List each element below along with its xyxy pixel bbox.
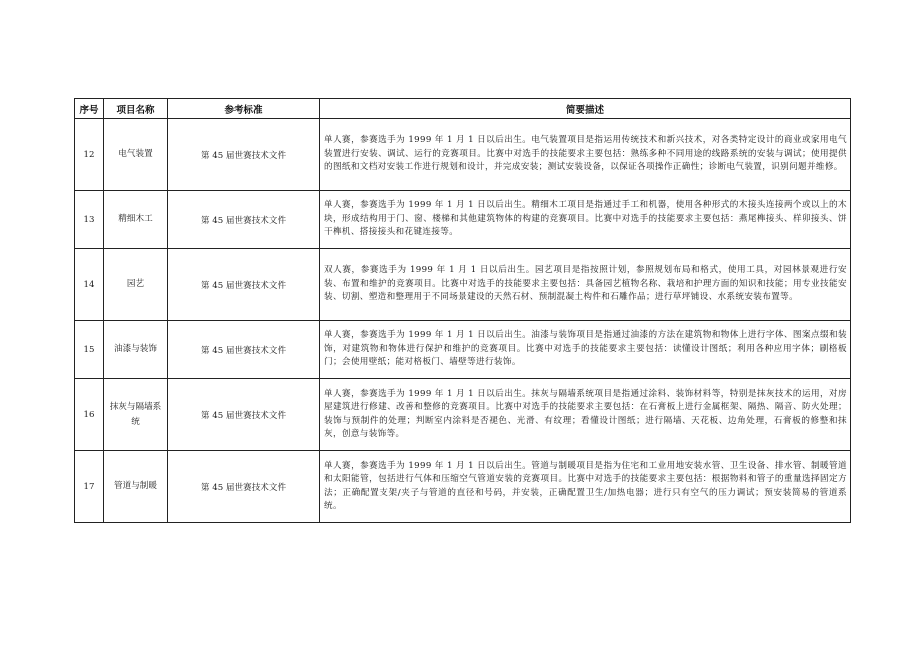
row-reference-standard: 第 45 届世赛技术文件 <box>168 321 320 379</box>
row-item-name: 园艺 <box>104 249 168 321</box>
header-reference-standard: 参考标准 <box>168 99 320 119</box>
competition-items-table <box>74 98 851 523</box>
row-reference-standard: 第 45 届世赛技术文件 <box>168 191 320 249</box>
header-item-name: 项目名称 <box>104 99 168 119</box>
row-item-name: 抹灰与隔墙系统 <box>104 379 168 451</box>
row-item-name: 电气装置 <box>104 119 168 191</box>
header-brief-description: 简要描述 <box>320 99 851 119</box>
table-row <box>75 191 851 249</box>
row-description: 单人赛，参赛选手为 1999 年 1 月 1 日以后出生。管道与制暖项目是指为住宅和工业用地安装水管、卫生设备、排水管、制暖管道和太阳能管，包括进行气体和压缩空气管道安装的竞赛项目。比赛中对选手的技能要求主要包括：根据物料和管子的重量选择固定方法；正确配置支架/夹子与管道的直径和号码，并安装，正确配置卫生/加热电器；进行只有空气的压力调试；预安装简易的管道系统。 <box>320 451 851 523</box>
table-header-row <box>75 99 851 119</box>
row-serial-number: 13 <box>75 191 104 249</box>
row-serial-number: 15 <box>75 321 104 379</box>
row-item-name: 管道与制暖 <box>104 451 168 523</box>
row-item-name: 油漆与装饰 <box>104 321 168 379</box>
table-row <box>75 119 851 191</box>
row-description: 单人赛，参赛选手为 1999 年 1 月 1 日以后出生。电气装置项目是指运用传统技术和新兴技术，对各类特定设计的商业或家用电气装置进行安装、调试、运行的竞赛项目。比赛中对选手的技能要求主要包括：熟练多种不同用途的线路系统的安装与调试；使用提供的图纸和文档对安装工作进行规划和设计，并完成安装；测试安装设备，以保证各项操作正确性；诊断电气装置，识别问题并维修。 <box>320 119 851 191</box>
row-description: 单人赛，参赛选手为 1999 年 1 月 1 日以后出生。精细木工项目是指通过手工和机器，使用各种形式的木接头连接两个或以上的木块，形成结构用于门、窗、楼梯和其他建筑物体的构建的竞赛项目。比赛中对选手的技能要求主要包括：燕尾榫接头、样卯接头、饼干榫机、搭接接头和花键连接等。 <box>320 191 851 249</box>
header-serial-number: 序号 <box>75 99 104 119</box>
table-row <box>75 321 851 379</box>
table-row <box>75 249 851 321</box>
row-reference-standard: 第 45 届世赛技术文件 <box>168 379 320 451</box>
row-serial-number: 14 <box>75 249 104 321</box>
row-description: 单人赛，参赛选手为 1999 年 1 月 1 日以后出生。油漆与装饰项目是指通过油漆的方法在建筑物和物体上进行字体、图案点缀和装饰，对建筑物和物体进行保护和维护的竞赛项目。比赛中对选手的技能要求主要包括：读懂设计图纸；利用各种应用字体；刷格板门；会使用壁纸；能对格板门、墙壁等进行装饰。 <box>320 321 851 379</box>
table-row <box>75 451 851 523</box>
row-reference-standard: 第 45 届世赛技术文件 <box>168 119 320 191</box>
row-description: 单人赛，参赛选手为 1999 年 1 月 1 日以后出生。抹灰与隔墙系统项目是指通过涂料、装饰材料等，特别是抹灰技术的运用，对房屋建筑进行修建、改善和整修的竞赛项目。比赛中对选手的技能要求主要包括：在石膏板上进行金属框架、隔热、隔音、防火处理；装饰与预制件的处理；判断室内涂料是否褪色、光滑、有纹理；看懂设计图纸；进行隔墙、天花板、边角处理，石膏板的修整和抹灰，创意与装饰等。 <box>320 379 851 451</box>
row-item-name: 精细木工 <box>104 191 168 249</box>
row-reference-standard: 第 45 届世赛技术文件 <box>168 451 320 523</box>
row-serial-number: 17 <box>75 451 104 523</box>
row-serial-number: 16 <box>75 379 104 451</box>
row-serial-number: 12 <box>75 119 104 191</box>
table-row <box>75 379 851 451</box>
row-reference-standard: 第 45 届世赛技术文件 <box>168 249 320 321</box>
row-description: 双人赛，参赛选手为 1999 年 1 月 1 日以后出生。园艺项目是指按照计划，参照规划布局和格式，使用工具，对园林景观进行安装、布置和维护的竞赛项目。比赛中对选手的技能要求主要包括：具备园艺植物名称、栽培和护理方面的知识和技能；用专业技能安装、切割、塑造和整理用于不同场景建设的天然石材、预制混凝土构件和石雕作品；进行草坪铺设、水系统安装布置等。 <box>320 249 851 321</box>
